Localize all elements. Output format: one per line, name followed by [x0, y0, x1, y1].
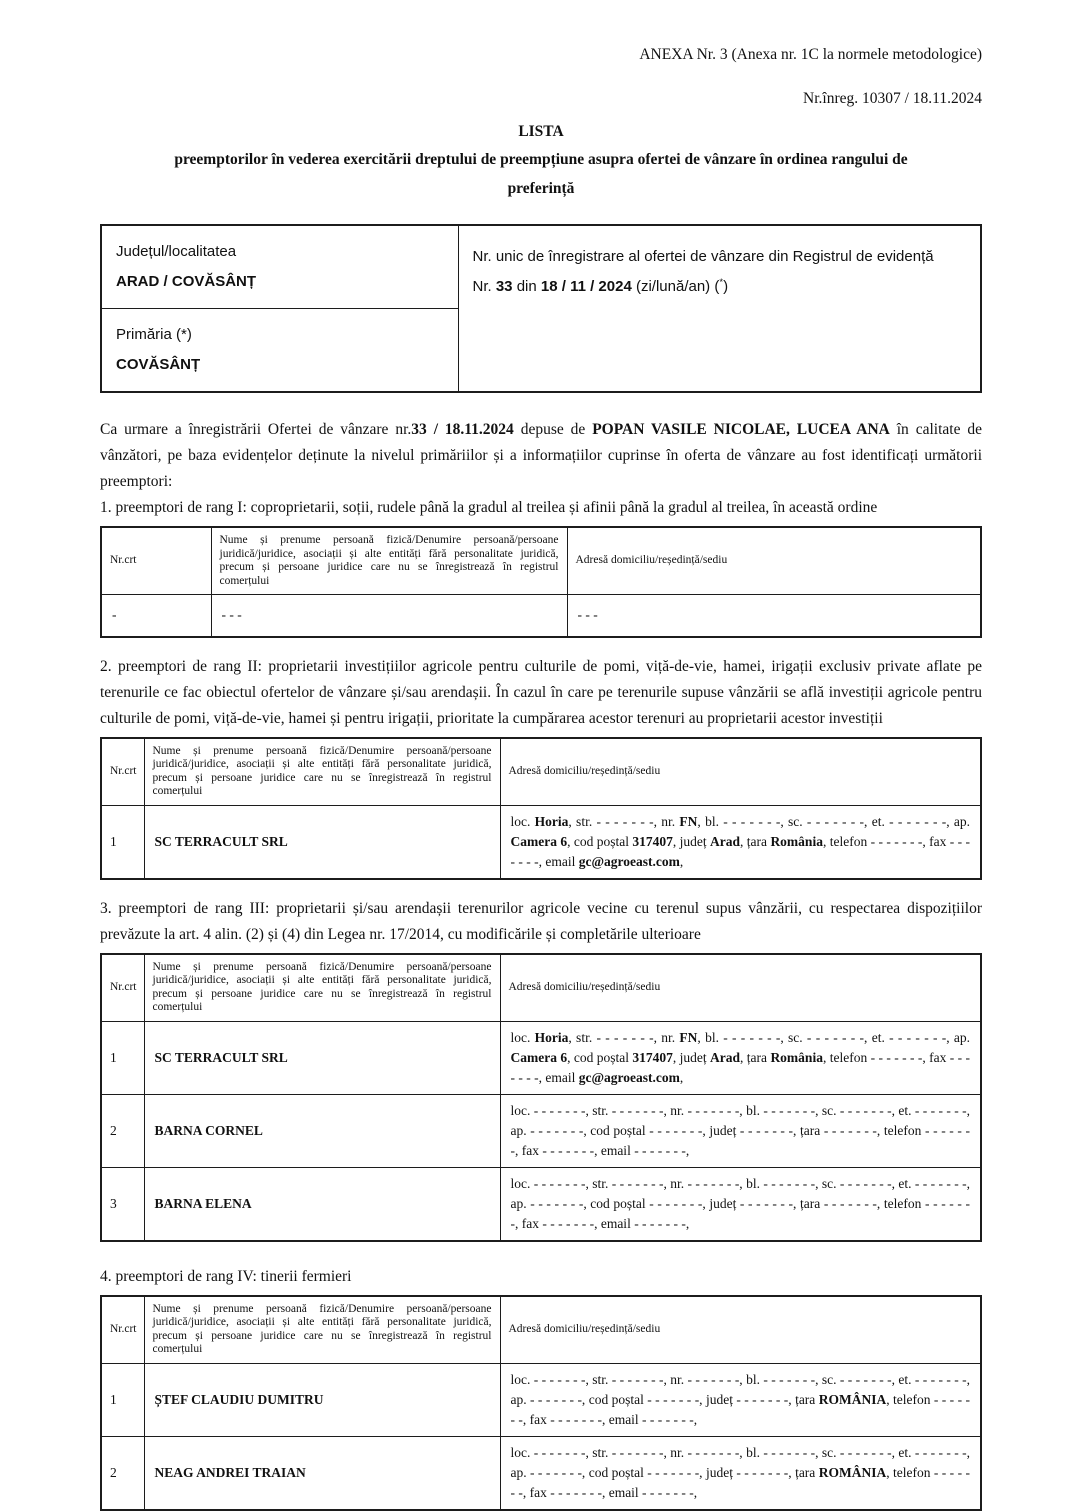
rank3-row3-name: BARNA ELENA — [144, 1167, 500, 1241]
cityhall-label: Primăria (*) — [116, 326, 192, 343]
registration-number-line: Nr.înreg. 10307 / 18.11.2024 — [803, 90, 982, 107]
rank2-row1-nr: 1 — [101, 805, 144, 879]
rank3-row1-address: loc. Horia, str. - - - - - - -, nr. FN, bl. - - - - - - -, sc. - - - - - - -, et. - - - - - - -, ap. Camera 6, cod poștal 317407, județ Arad, țara România, telefon - - - - - - -, fax - - - - - - -, email gc@agroeast.com, — [500, 1021, 981, 1094]
rank3-row2-address: loc. - - - - - - -, str. - - - - - - -, nr. - - - - - - -, bl. - - - - - - -, sc. - - - - - - -, et. - - - - - - -, ap. - - - - - - -, cod poștal - - - - - - -, județ - - - - - - -, țara - - - - - - -, telefon - - - - - - -, fax - - - - - - -, email - - - - - - -, — [500, 1094, 981, 1167]
county-label: Județul/localitatea — [116, 243, 237, 260]
rank1-header-row — [101, 527, 981, 595]
table-row — [101, 1436, 981, 1510]
rank4-row1-address: loc. - - - - - - -, str. - - - - - - -, nr. - - - - - - -, bl. - - - - - - -, sc. - - - - - - -, et. - - - - - - -, ap. - - - - - - -, cod poștal - - - - - - -, județ - - - - - - -, țara ROMÂNIA, telefon - - - - - - -, fax - - - - - - -, email - - - - - - -, — [500, 1363, 981, 1436]
rank4-row2-address: loc. - - - - - - -, str. - - - - - - -, nr. - - - - - - -, bl. - - - - - - -, sc. - - - - - - -, et. - - - - - - -, ap. - - - - - - -, cod poștal - - - - - - -, județ - - - - - - -, țara ROMÂNIA, telefon - - - - - - -, fax - - - - - - -, email - - - - - - -, — [500, 1436, 981, 1510]
registry-number: Nr. 33 din 18 / 11 / 2024 (zi/lună/an) (*) — [472, 277, 729, 295]
rank2-heading: 2. preemptori de rang II: proprietarii investițiilor agricole pentru culturile de pomi, viță-de-vie, hamei, irigații exclusiv private aflate pe terenurile ce fac obiectul ofertelor de vânzare și/sau arendașii. În cazul în care pe terenurile supuse vânzării se află investiții agricole pentru culturile de pomi, viță-de-vie, hamei și pentru irigații, prioritate la cumpărarea acestor terenuri au proprietarii acestor investiții — [100, 657, 982, 727]
rank4-heading: 4. preemptori de rang IV: tinerii fermieri — [100, 1267, 352, 1285]
table-row — [101, 805, 981, 879]
rank4-header-row — [101, 1296, 981, 1364]
rank3-header-name: Nume și prenume persoană fizică/Denumire persoană/persoane juridică/juridice, asociații și alte entități fără personalitate juridică, precum și persoane juridice care nu se înregistrează în registrul comerțului — [144, 954, 500, 1022]
intro-paragraph: Ca urmare a înregistrării Ofertei de vânzare nr.33 / 18.11.2024 depuse de POPAN VASILE NICOLAE, LUCEA ANA în calitate de vânzători, pe baza evidențelor deținute la nivelul primăriilor și a informațiilor cuprinse în oferta de vânzare au fost identificați următorii preemptori: — [100, 421, 982, 490]
rank1-heading: 1. preemptori de rang I: coproprietarii, soții, rudele până la gradul al treilea și afinii până la gradul al treilea, în această ordine — [100, 499, 878, 516]
table-row — [101, 1094, 981, 1167]
rank1-row-address: - - - — [567, 595, 981, 637]
rank3-header-address: Adresă domiciliu/reședință/sediu — [500, 954, 981, 1022]
rank3-row2-nr: 2 — [101, 1094, 144, 1167]
rank4-header-name: Nume și prenume persoană fizică/Denumire persoană/persoane juridică/juridice, asociații și alte entități fără personalitate juridică, precum și persoane juridice care nu se înregistrează în registrul comerțului — [144, 1296, 500, 1364]
rank3-row1-name: SC TERRACULT SRL — [144, 1021, 500, 1094]
county-cell — [101, 225, 458, 309]
rank1-row-name: - - - — [211, 595, 567, 637]
document-subtitle-line1: preemptorilor în vederea exercitării dreptului de preempțiune asupra ofertei de vânzare în ordinea rangului de — [174, 151, 908, 168]
rank4-row2-nr: 2 — [101, 1436, 144, 1510]
document-subtitle-line2: preferință — [507, 180, 575, 197]
document-title: LISTA — [518, 123, 564, 140]
rank4-header-nr: Nr.crt — [101, 1296, 144, 1364]
rank1-header-address: Adresă domiciliu/reședință/sediu — [567, 527, 981, 595]
rank3-row3-nr: 3 — [101, 1167, 144, 1241]
rank3-row2-name: BARNA CORNEL — [144, 1094, 500, 1167]
rank2-header-row — [101, 738, 981, 806]
annex-line: ANEXA Nr. 3 (Anexa nr. 1C la normele metodologice) — [639, 46, 982, 63]
rank2-row1-address: loc. Horia, str. - - - - - - -, nr. FN, bl. - - - - - - -, sc. - - - - - - -, et. - - - - - - -, ap. Camera 6, cod poștal 317407, județ Arad, țara România, telefon - - - - - - -, fax - - - - - - -, email gc@agroeast.com, — [500, 805, 981, 879]
rank3-header-nr: Nr.crt — [101, 954, 144, 1022]
rank1-header-nr: Nr.crt — [101, 527, 211, 595]
rank3-header-row — [101, 954, 981, 1022]
rank3-row3-address: loc. - - - - - - -, str. - - - - - - -, nr. - - - - - - -, bl. - - - - - - -, sc. - - - - - - -, et. - - - - - - -, ap. - - - - - - -, cod poștal - - - - - - -, județ - - - - - - -, țara - - - - - - -, telefon - - - - - - -, fax - - - - - - -, email - - - - - - -, — [500, 1167, 981, 1241]
table-row — [101, 1167, 981, 1241]
registration-info-table — [100, 224, 982, 393]
cityhall-value: COVĂSÂNȚ — [116, 356, 201, 373]
rank2-header-address: Adresă domiciliu/reședință/sediu — [500, 738, 981, 806]
rank4-header-address: Adresă domiciliu/reședință/sediu — [500, 1296, 981, 1364]
rank1-table — [100, 526, 982, 638]
rank3-heading: 3. preemptori de rang III: proprietarii și/sau arendașii terenurilor agricole vecine cu terenul supus vânzării, cu respectarea dispozițiilor prevăzute la art. 4 alin. (2) și (4) din Legea nr. 17/2014, cu modificările și completările ulterioare — [100, 899, 982, 943]
rank3-table — [100, 953, 982, 1242]
county-value: ARAD / COVĂSÂNȚ — [116, 273, 257, 290]
table-row — [101, 1021, 981, 1094]
rank3-row1-nr: 1 — [101, 1021, 144, 1094]
registry-label: Nr. unic de înregistrare al ofertei de vânzare din Registrul de evidență — [472, 248, 934, 265]
rank4-row1-name: ȘTEF CLAUDIU DUMITRU — [144, 1363, 500, 1436]
rank4-table — [100, 1295, 982, 1511]
rank1-row-nr: - — [101, 595, 211, 637]
rank2-header-name: Nume și prenume persoană fizică/Denumire persoană/persoane juridică/juridice, asociații și alte entități fără personalitate juridică, precum și persoane juridice care nu se înregistrează în registrul comerțului — [144, 738, 500, 806]
table-row — [101, 595, 981, 637]
cityhall-cell — [101, 309, 458, 393]
rank4-row2-name: NEAG ANDREI TRAIAN — [144, 1436, 500, 1510]
rank4-row1-nr: 1 — [101, 1363, 144, 1436]
registry-cell — [458, 225, 981, 392]
rank2-row1-name: SC TERRACULT SRL — [144, 805, 500, 879]
rank2-table — [100, 737, 982, 880]
rank1-header-name: Nume și prenume persoană fizică/Denumire persoană/persoane juridică/juridice, asociații și alte entități fără personalitate juridică, precum și persoane juridice care nu se înregistrează în registrul comerțului — [211, 527, 567, 595]
rank2-header-nr: Nr.crt — [101, 738, 144, 806]
info-row-county — [101, 225, 981, 309]
